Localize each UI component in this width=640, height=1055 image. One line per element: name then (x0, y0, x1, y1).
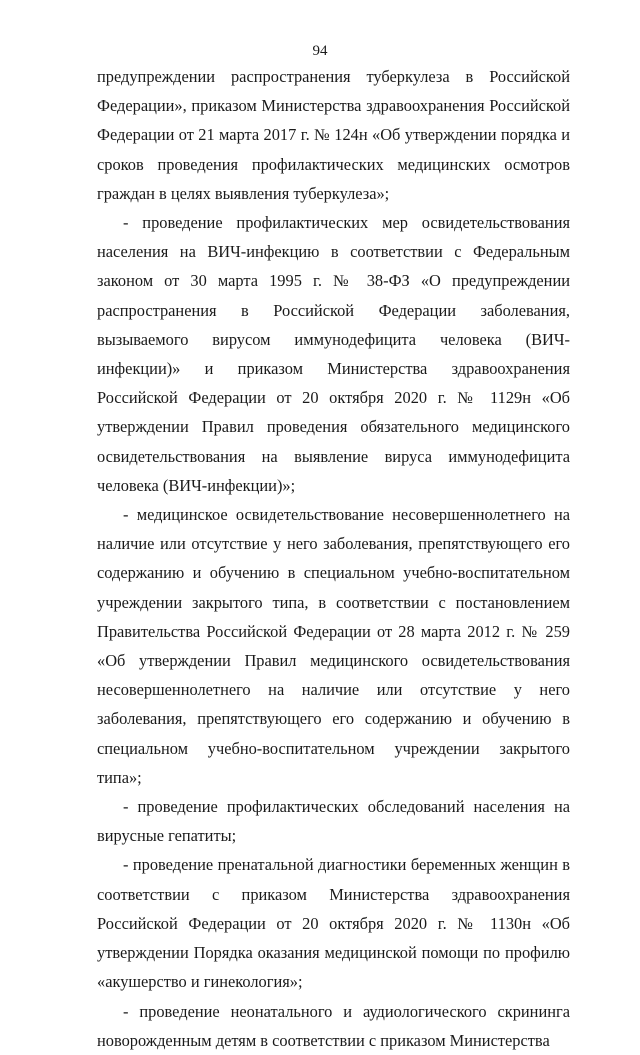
paragraph: - медицинское освидетельствование несовершеннолетнего на наличие или отсутствие у него заболевания, препятствующего его содержанию и обучению в специальном учебно-воспитательном учреждении закрытого типа, в соответствии с постановлением Правительства Российской Федерации от 28 марта 2012 г. № 259 «Об утверждении Правил медицинского освидетельствования несовершеннолетнего на наличие или отсутствие у него заболевания, препятствующего его содержанию и обучению в специальном учебно-воспитательном учреждении закрытого типа»; (97, 505, 570, 787)
paragraph: - проведение пренатальной диагностики беременных женщин в соответствии с приказом Министерства здравоохранения Российской Федерации от 20 октября 2020 г. № 1130н «Об утверждении Порядка оказания медицинской помощи по профилю «акушерство и гинекология»; (97, 855, 570, 992)
paragraph: - проведение неонатального и аудиологического скрининга новорожденным детям в соответствии с приказом Министерства (97, 1001, 570, 1050)
paragraph: - проведение профилактических обследований населения на вирусные гепатиты; (97, 797, 570, 846)
page-number: 94 (312, 43, 328, 59)
paragraph: - проведение профилактических мер освидетельствования населения на ВИЧ-инфекцию в соответствии с Федеральным законом от 30 марта 1995 г. № 38-ФЗ «О предупреждении распространения в Российской Федерации заболевания, вызываемого вирусом иммунодефицита человека (ВИЧ-инфекции)» и приказом Министерства здравоохранения Российской Федерации от 20 октября 2020 г. № 1129н «Об утверждении Правил проведения обязательного медицинского освидетельствования на выявление вируса иммунодефицита человека (ВИЧ-инфекции)»; (97, 213, 570, 495)
document-body (97, 62, 570, 1055)
paragraph: предупреждении распространения туберкулеза в Российской Федерации», приказом Министерства здравоохранения Российской Федерации от 21 марта 2017 г. № 124н «Об утверждении порядка и сроков проведения профилактических медицинских осмотров граждан в целях выявления туберкулеза»; (97, 67, 570, 203)
